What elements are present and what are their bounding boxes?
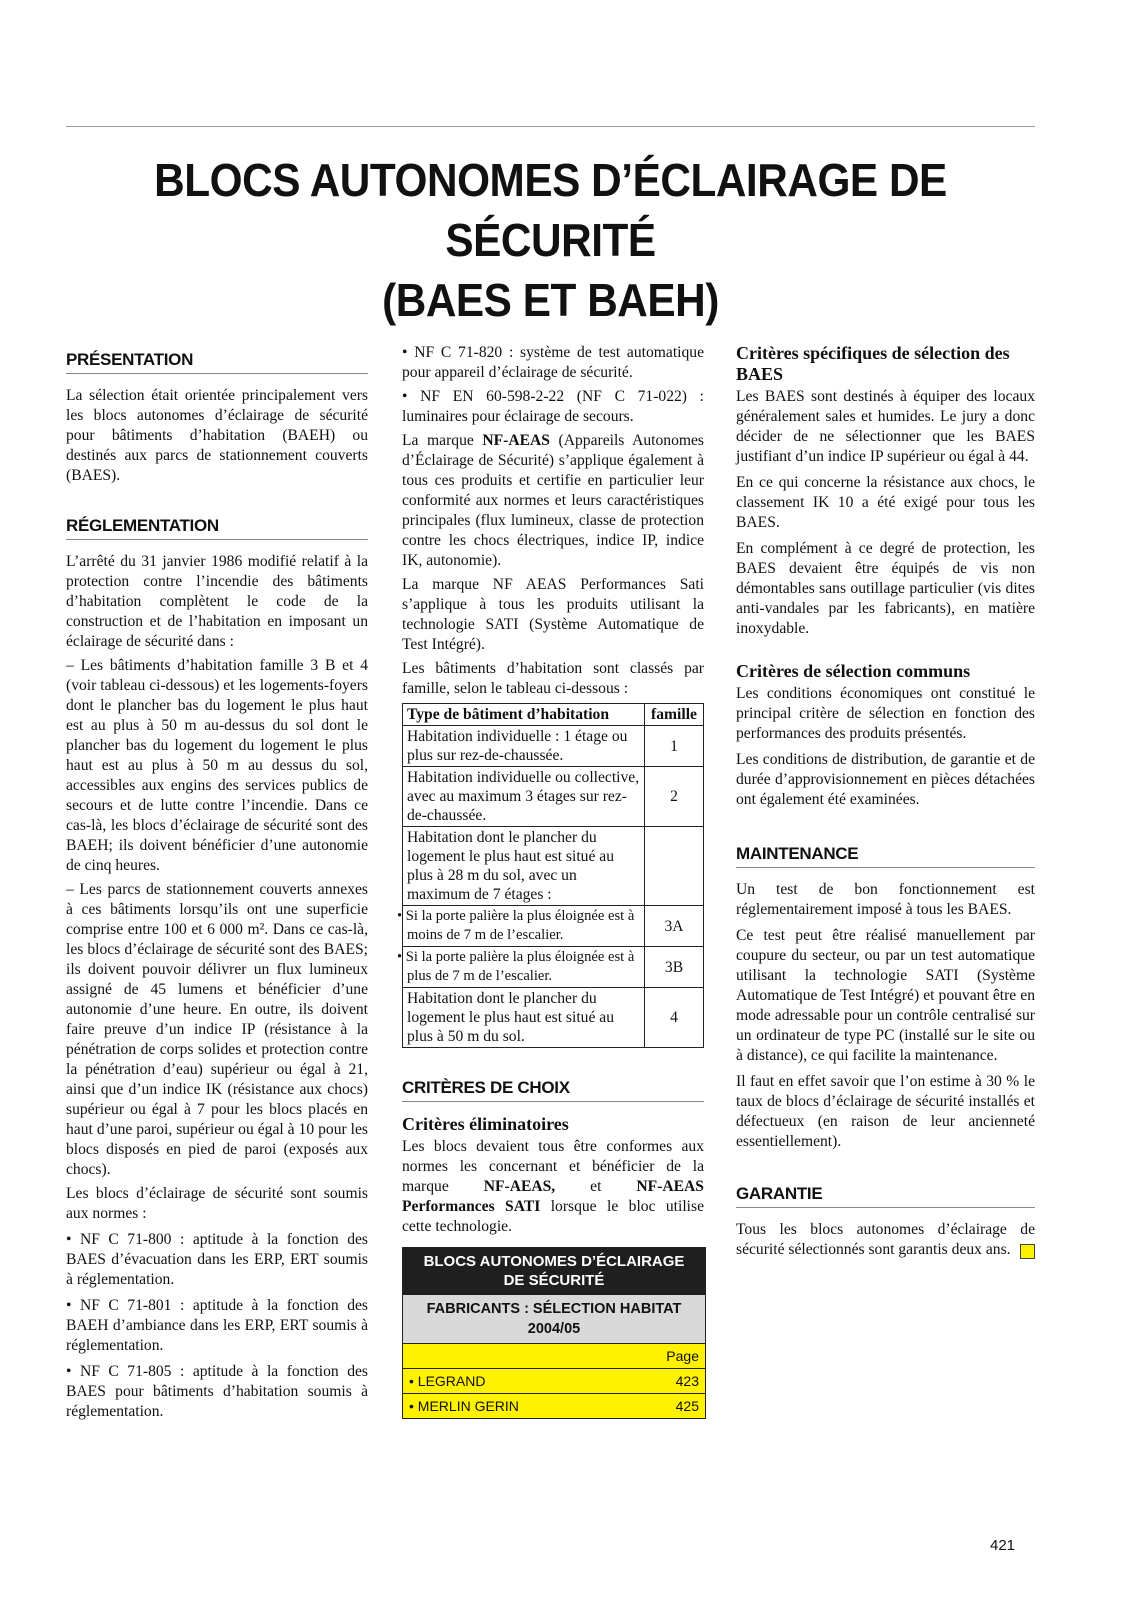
manufacturer-page: 425 — [675, 1398, 699, 1414]
table-cell-type: Habitation individuelle ou collective, avec au maximum 3 étages sur rez-de-chaussée. — [403, 767, 645, 827]
section-heading-criteres: CRITÈRES DE CHOIX — [402, 1078, 704, 1102]
page-title — [105, 150, 996, 330]
table-row — [403, 947, 704, 988]
selection-box-subtitle: FABRICANTS : SÉLECTION HABITAT 2004/05 — [403, 1295, 705, 1344]
specifiques-p1: Les BAES sont destinés à équiper des locaux généralement sales et humides. Le jury a donc décider de ne sélectionner que les BAES justifiant d’un indice IP supérieur ou égal à 44. — [736, 388, 1035, 465]
presentation-text: La sélection était orientée principalement vers les blocs autonomes d’éclairage de sécurité pour bâtiments d’habitation (BAEH) ou destinés aux parcs de stationnement couverts (BAES). — [66, 387, 368, 484]
table-cell-famille: 3B — [645, 947, 704, 988]
norm-item: • NF C 71-801 : aptitude à la fonction des BAEH d’ambiance dans les ERP, ERT soumis à réglementation. — [66, 1297, 368, 1354]
norm-item: • NF C 71-800 : aptitude à la fonction des BAES d’évacuation dans les ERP, ERT soumis à réglementation. — [66, 1231, 368, 1288]
nf-aeas-pre: La marque — [402, 432, 483, 449]
page-number: 421 — [990, 1537, 1016, 1554]
reglementation-p2: – Les bâtiments d’habitation famille 3 B et 4 (voir tableau ci-dessous) et les logements-foyers dont le plancher bas du logement le plus haut est au plus à 50 m au-dessus du sol dont le plancher bas du logement du logement le plus haut est au plus à 50 m au dessus du sol, accessibles aux engins des services publics de secours et de lutte contre l’incendie. Dans ce cas-là, les blocs d’éclairage de sécurité sont des BAEH; ils doivent bénéficier d’une autonomie de cinq heures. — [66, 657, 368, 874]
selection-box-item — [403, 1394, 705, 1418]
column-2 — [397, 343, 705, 1419]
elim-post: lorsque le bloc utilise cette technologie. — [402, 1198, 705, 1235]
section-heading-maintenance: MAINTENANCE — [736, 844, 1035, 868]
table-cell-type: • Si la porte palière la plus éloignée est à plus de 7 m de l’escalier. — [403, 947, 645, 988]
table-header-row — [403, 704, 704, 726]
table-row — [403, 726, 704, 767]
selection-box-title-line-1: BLOCS AUTONOMES D’ÉCLAIRAGE — [423, 1253, 685, 1270]
table-row — [403, 827, 704, 906]
reglementation-p4: Les blocs d’éclairage de sécurité sont soumis aux normes : — [66, 1185, 368, 1222]
table-cell-famille — [645, 827, 704, 906]
section-heading-reglementation: RÉGLEMENTATION — [66, 516, 368, 540]
family-table — [397, 703, 704, 1048]
garantie-text: Tous les blocs autonomes d’éclairage de sécurité sélectionnés sont garantis deux ans. — [736, 1221, 1035, 1258]
communs-p1: Les conditions économiques ont constitué le principal critère de sélection en fonction des performances des produits présentés. — [736, 685, 1035, 742]
reglementation-p1: L’arrêté du 31 janvier 1986 modifié relatif à la protection contre l’incendie des bâtiments d’habitation complètent le code de la construction et de l’habitation en imposant un éclairage de sécurité dans : — [66, 553, 368, 650]
table-row — [403, 906, 704, 947]
section-heading-presentation: PRÉSENTATION — [66, 350, 368, 374]
subheading-specifiques: Critères spécifiques de sélection des BAES — [736, 343, 1010, 384]
section-heading-garantie: GARANTIE — [736, 1184, 1035, 1208]
sati-paragraph: La marque NF AEAS Performances Sati s’applique à tous les produits utilisant la technologie SATI (Système Automatique de Test Intégré). — [402, 576, 704, 653]
column-1 — [66, 350, 368, 1428]
selection-box-title — [403, 1248, 705, 1295]
table-header: famille — [645, 704, 704, 726]
page-label: Page — [666, 1348, 699, 1364]
elim-mid: et — [555, 1178, 637, 1195]
table-row — [403, 767, 704, 827]
norm-item: • NF C 71-820 : système de test automatique pour appareil d’éclairage de sécurité. — [402, 344, 704, 381]
selection-box — [402, 1247, 706, 1419]
norm-item: • NF EN 60-598-2-22 (NF C 71-022) : luminaires pour éclairage de secours. — [402, 388, 704, 425]
maintenance-p3: Il faut en effet savoir que l’on estime à 30 % le taux de blocs d’éclairage de sécurité installés et défectueux (en raison de leur ancienneté essentiellement). — [736, 1073, 1035, 1150]
maintenance-p1: Un test de bon fonctionnement est réglementairement imposé à tous les BAES. — [736, 881, 1035, 918]
top-rule — [66, 126, 1035, 127]
nf-aeas-paragraph — [402, 431, 704, 571]
reglementation-p3: – Les parcs de stationnement couverts annexes à ces bâtiments lorsqu’ils ont une superficie comprise entre 100 et 6 000 m². Dans ce cas-là, les blocs d’éclairage de sécurité sont des BAES; ils doivent pouvoir délivrer un flux lumineux assigné de 45 lumens et bénéficier d’une autonomie d’une heure. En outre, ils doivent faire preuve d’un indice IP (résistance à la pénétration de corps solides et protection contre la pénétration d’eau) supérieur ou égal à 21, ainsi que d’un indice IK (résistance aux chocs) supérieur ou égal à 7 pour les blocs placés en haut d’une paroi, supérieur ou égal à 10 pour les blocs disposés en pied de paroi (exposés aux chocs). — [66, 881, 368, 1178]
elim-mark-2: NF-AEAS Performances SATI — [402, 1178, 704, 1215]
specifiques-p2: En ce qui concerne la résistance aux chocs, le classement IK 10 a été exigé pour tous les BAES. — [736, 474, 1035, 531]
subheading-eliminatoires: Critères éliminatoires — [402, 1114, 569, 1134]
table-cell-type: Habitation dont le plancher du logement le plus haut est situé au plus à 28 m du sol, avec un maximum de 7 étages : — [403, 827, 645, 906]
nf-aeas-mark: NF-AEAS — [482, 432, 550, 449]
specifiques-p3: En complément à ce degré de protection, les BAES devaient être équipés de vis non démontables sans outillage particulier (vis dites anti-vandales par les fabricants), en matière inoxydable. — [736, 540, 1035, 637]
selection-box-page-header — [403, 1344, 705, 1369]
title-line-2: (BAES ET BAEH) — [382, 274, 719, 326]
communs-p2: Les conditions de distribution, de garantie et de durée d’approvisionnement en pièces détachées ont également été examinées. — [736, 751, 1035, 808]
table-row — [403, 988, 704, 1048]
garantie-p1 — [736, 1220, 1035, 1260]
subheading-communs: Critères de sélection communs — [736, 661, 971, 681]
maintenance-p2: Ce test peut être réalisé manuellement par coupure du secteur, ou par un test automatique utilisant la technologie SATI (Système Automatique de Test Intégré) et pouvant être en mode adressable pour un contrôle centralisé sur un ordinateur de type PC (installé sur le site ou à distance), ce qui facilite la maintenance. — [736, 927, 1035, 1064]
table-header: Type de bâtiment d’habitation — [403, 704, 645, 726]
nf-aeas-post: (Appareils Autonomes d’Éclairage de Sécurité) s’applique également à tous ces produits et certifie en particulier leur conformité aux normes et leurs caractéristiques principales (flux lumineux, classe de protection contre les chocs électriques, indice IP, indice IK, autonomie). — [402, 432, 704, 569]
table-cell-famille: 4 — [645, 988, 704, 1048]
manufacturer-name: • MERLIN GERIN — [409, 1398, 519, 1414]
eliminatoires-paragraph — [402, 1137, 704, 1237]
norm-item: • NF C 71-805 : aptitude à la fonction des BAES pour bâtiments d’habitation soumis à réglementation. — [66, 1363, 368, 1420]
elim-pre: Les blocs devaient tous être conformes aux normes les concernant et bénéficier de la marque — [402, 1138, 704, 1195]
manufacturer-page: 423 — [675, 1373, 699, 1389]
end-of-article-marker — [1020, 1244, 1035, 1259]
table-cell-famille: 3A — [645, 906, 704, 947]
selection-box-title-line-2: DE SÉCURITÉ — [503, 1272, 605, 1289]
column-3 — [736, 343, 1035, 1266]
elim-mark-1: NF-AEAS, — [483, 1178, 556, 1195]
table-cell-famille: 2 — [645, 767, 704, 827]
manufacturer-name: • LEGRAND — [409, 1373, 486, 1389]
table-cell-type: Habitation dont le plancher du logement le plus haut est situé au plus à 50 m du sol. — [403, 988, 645, 1048]
table-cell-type: • Si la porte palière la plus éloignée est à moins de 7 m de l’escalier. — [403, 906, 645, 947]
title-line-1: BLOCS AUTONOMES D’ÉCLAIRAGE DE SÉCURITÉ — [154, 154, 947, 266]
table-cell-type: Habitation individuelle : 1 étage ou plus sur rez-de-chaussée. — [403, 726, 645, 767]
table-cell-famille: 1 — [645, 726, 704, 767]
classes-paragraph: Les bâtiments d’habitation sont classés par famille, selon le tableau ci-dessous : — [402, 660, 704, 697]
selection-box-item — [403, 1369, 705, 1394]
